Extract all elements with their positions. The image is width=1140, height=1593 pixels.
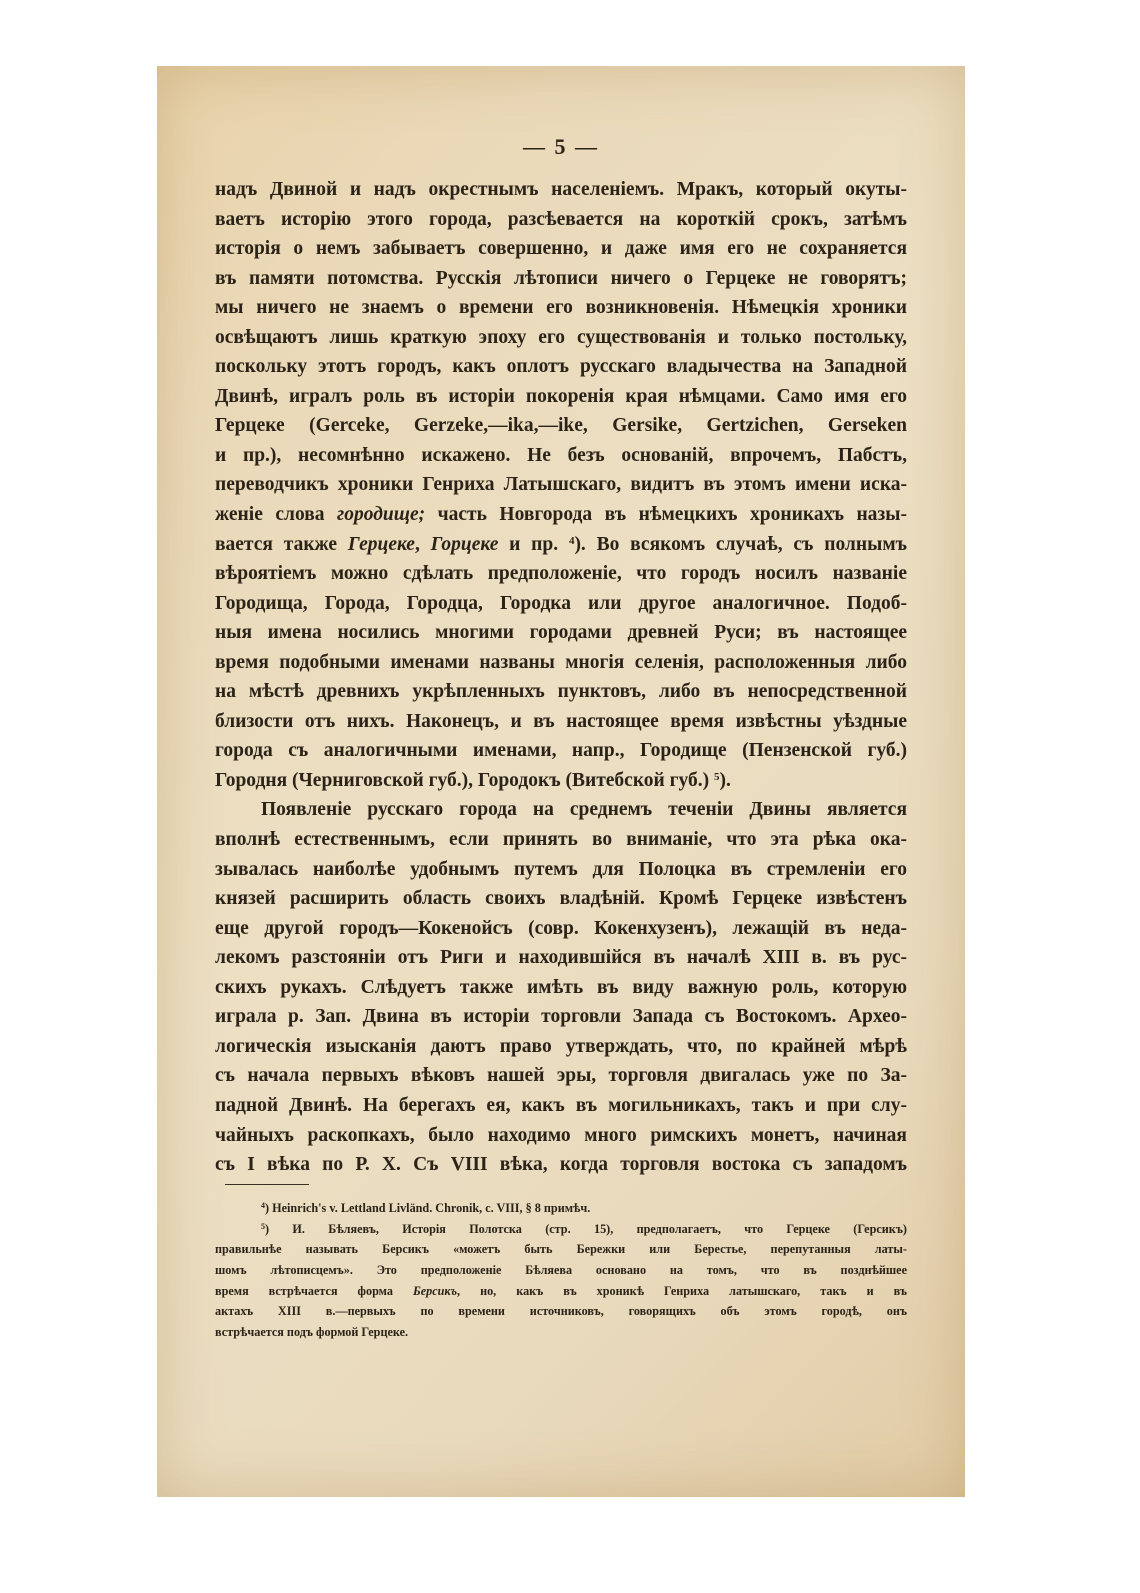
text-line: еще другой городъ—Кокенойсъ (совр. Кокенхузенъ), лежащій въ неда- bbox=[215, 917, 907, 939]
text-line: логическія изысканія даютъ право утверждать, что, по крайней мѣрѣ bbox=[215, 1035, 907, 1057]
text-line: съ начала первыхъ вѣковъ нашей эры, торговля двигалась уже по За- bbox=[215, 1065, 907, 1087]
text-line: Городища, Города, Городца, Городка или другое аналогичное. Подоб- bbox=[215, 592, 907, 614]
footnote-line: шомъ лѣтописцемъ». Это предположеніе Бѣляева основано на томъ, что въ позднѣйшее bbox=[215, 1263, 907, 1278]
footnote-line: актахъ XIII в.—первыхъ по времени источниковъ, говорящихъ объ этомъ городѣ, онъ bbox=[215, 1304, 907, 1319]
text-line: и пр.), несомнѣнно искажено. Не безъ основаній, впрочемъ, Пабстъ, bbox=[215, 444, 907, 466]
text-line: вѣроятіемъ можно сдѣлать предположеніе, что городъ носилъ названіе bbox=[215, 563, 907, 585]
text-line: женіе слова городище; часть Новгорода въ нѣмецкихъ хроникахъ назы- bbox=[215, 504, 907, 526]
text-line: Появленіе русскаго города на среднемъ теченіи Двины является bbox=[261, 799, 907, 821]
text-line: вается также Герцеке, Горцеке и пр. $^4$). Во всякомъ случаѣ, съ полнымъ bbox=[215, 533, 907, 555]
footnote-line: $^5$) И. Бѣляевъ, Исторія Полотска (стр. 15), предполагаетъ, что Герцеке (Герсикъ) bbox=[261, 1221, 907, 1236]
text-line: вполнѣ естественнымъ, если принять во вниманіе, что эта рѣка ока- bbox=[215, 829, 907, 851]
text-line: князей расширить область своихъ владѣній. Кромѣ Герцеке извѣстенъ bbox=[215, 888, 907, 910]
text-line: переводчикъ хроники Генриха Латышскаго, видитъ въ этомъ имени иска- bbox=[215, 474, 907, 496]
text-line: падной Двинѣ. На берегахъ ея, какъ въ могильникахъ, такъ и при слу- bbox=[215, 1094, 907, 1116]
text-line: чайныхъ раскопкахъ, было находимо много римскихъ монетъ, начиная bbox=[215, 1124, 907, 1146]
book-page bbox=[157, 66, 965, 1497]
text-line: ваетъ исторію этого города, разсѣевается на короткій срокъ, затѣмъ bbox=[215, 208, 907, 230]
footnote-line: правильнѣе называть Берсикъ «можетъ быть Бережки или Берестье, перепутанныя латы- bbox=[215, 1242, 907, 1257]
text-line: города съ аналогичными именами, напр., Городище (Пензенской губ.) bbox=[215, 740, 907, 762]
text-line: освѣщаютъ лишь краткую эпоху его существованія и только постольку, bbox=[215, 326, 907, 348]
text-line: съ I вѣка по Р. Х. Съ VIII вѣка, когда торговля востока съ западомъ bbox=[215, 1154, 907, 1176]
footnote-line: встрѣчается подъ формой Герцеке. bbox=[215, 1325, 409, 1340]
text-line: играла р. Зап. Двина въ исторіи торговли Запада съ Востокомъ. Архео- bbox=[215, 1006, 907, 1028]
text-line: въ памяти потомства. Русскія лѣтописи ничего о Герцеке не говорятъ; bbox=[215, 267, 907, 289]
text-line: исторія о немъ забываетъ совершенно, и даже имя его не сохраняется bbox=[215, 238, 907, 260]
text-line: Герцеке (Gerceke, Gerzeke,—ika,—ike, Gersike, Gertzichen, Gerseken bbox=[215, 415, 907, 437]
text-line: на мѣстѣ древнихъ укрѣпленныхъ пунктовъ, либо въ непосредственной bbox=[215, 681, 907, 703]
text-line: зывалась наиболѣе удобнымъ путемъ для Полоцка въ стремленіи его bbox=[215, 858, 907, 880]
footnote-line: время встрѣчается форма Берсикъ, но, какъ въ хроникѣ Генриха латышскаго, такъ и въ bbox=[215, 1283, 907, 1298]
body-text bbox=[215, 175, 907, 1180]
text-line: надъ Двиной и надъ окрестнымъ населеніемъ. Мракъ, который окуты- bbox=[215, 179, 907, 200]
text-line: лекомъ разстояніи отъ Риги и находившійся въ началѣ XIII в. въ рус- bbox=[215, 947, 907, 969]
footnote-line: $^4$) Heinrich's v. Lettland Livländ. Chronik, c. VIII, § 8 примѣч. bbox=[261, 1201, 591, 1215]
text-line: Двинѣ, игралъ роль въ исторіи покоренія края нѣмцами. Само имя его bbox=[215, 385, 907, 407]
text-line: скихъ рукахъ. Слѣдуетъ также имѣть въ виду важную роль, которую bbox=[215, 976, 907, 998]
text-line: время подобными именами названы многія селенія, расположенныя либо bbox=[215, 651, 907, 673]
text-line: поскольку этотъ городъ, какъ оплотъ русскаго владычества на Западной bbox=[215, 356, 907, 378]
text-line: мы ничего не знаемъ о времени его возникновенія. Нѣмецкія хроники bbox=[215, 297, 907, 319]
text-line: ныя имена носились многими городами древней Руси; въ настоящее bbox=[215, 622, 907, 644]
page-number: — 5 — bbox=[523, 134, 599, 159]
footnotes bbox=[215, 1198, 907, 1343]
text-line: близости отъ нихъ. Наконецъ, и въ настоящее время извѣстны уѣздные bbox=[215, 710, 907, 732]
footnote-separator bbox=[225, 1184, 309, 1185]
text-line: Городня (Черниговской губ.), Городокъ (Витебской губ.) $^5$). bbox=[215, 769, 731, 791]
